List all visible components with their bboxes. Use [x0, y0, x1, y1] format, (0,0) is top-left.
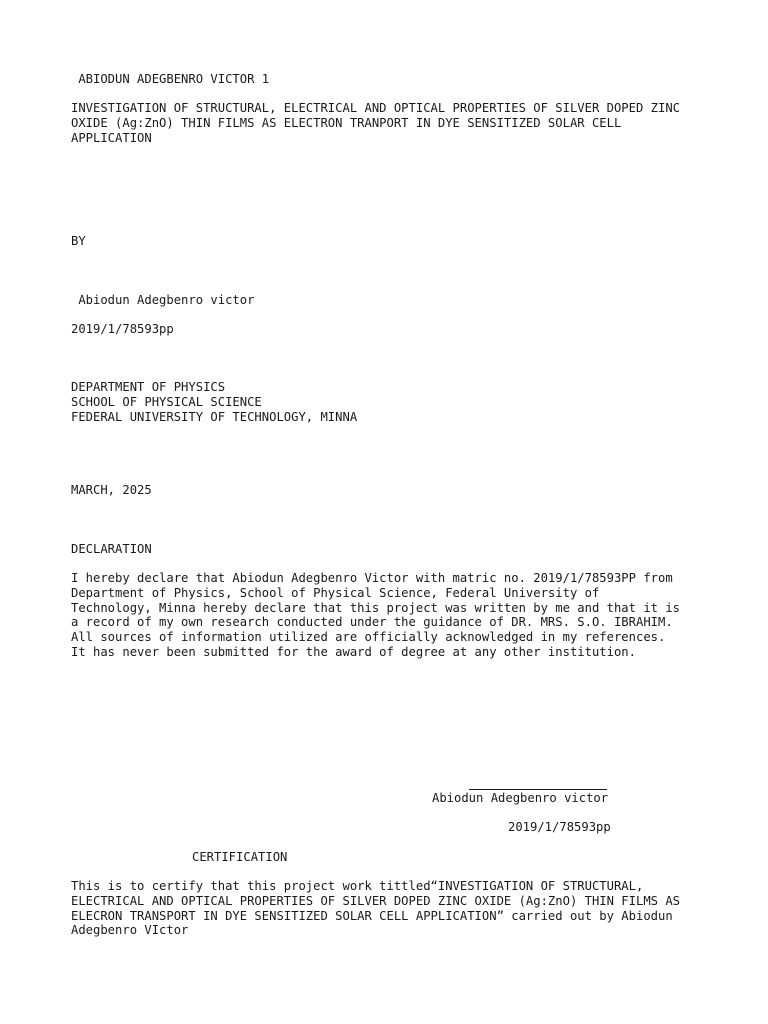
- affiliation-line: SCHOOL OF PHYSICAL SCIENCE: [71, 395, 262, 409]
- declaration-heading: DECLARATION: [71, 542, 152, 556]
- declaration-line: Department of Physics, School of Physical Science, Federal University of: [71, 586, 600, 600]
- declaration-line: All sources of information utilized are officially acknowledged in my references.: [71, 630, 666, 644]
- certification-line: Adegbenro VIctor: [71, 923, 189, 937]
- title-line: APPLICATION: [71, 131, 152, 145]
- title-line: INVESTIGATION OF STRUCTURAL, ELECTRICAL AND OPTICAL PROPERTIES OF SILVER DOPED ZINC: [71, 101, 681, 115]
- declaration-line: It has never been submitted for the award of degree at any other institution.: [71, 645, 636, 659]
- certification-heading: CERTIFICATION: [192, 850, 288, 864]
- header-author-page: ABIODUN ADEGBENRO VICTOR 1: [71, 72, 270, 86]
- author-matric: 2019/1/78593pp: [71, 322, 174, 336]
- certification-line: ELECRON TRANSPORT IN DYE SENSITIZED SOLAR CELL APPLICATION” carried out by Abiodun: [71, 909, 673, 923]
- declaration-line: I hereby declare that Abiodun Adegbenro Victor with matric no. 2019/1/78593PP from: [71, 571, 673, 585]
- title-line: OXIDE (Ag:ZnO) THIN FILMS AS ELECTRON TRANPORT IN DYE SENSITIZED SOLAR CELL: [71, 116, 622, 130]
- declaration-line: Technology, Minna hereby declare that this project was written by me and that it is: [71, 601, 681, 615]
- signature-line: [469, 775, 607, 790]
- affiliation-line: DEPARTMENT OF PHYSICS: [71, 380, 226, 394]
- affiliation-line: FEDERAL UNIVERSITY OF TECHNOLOGY, MINNA: [71, 410, 358, 424]
- signature-matric: 2019/1/78593pp: [508, 820, 611, 834]
- submission-date: MARCH, 2025: [71, 483, 152, 497]
- author-name: Abiodun Adegbenro victor: [71, 293, 255, 307]
- by-label: BY: [71, 234, 86, 248]
- certification-line: ELECTRICAL AND OPTICAL PROPERTIES OF SILVER DOPED ZINC OXIDE (Ag:ZnO) THIN FILMS AS: [71, 894, 681, 908]
- signature-name: Abiodun Adegbenro victor: [432, 791, 609, 805]
- declaration-line: a record of my own research conducted under the guidance of DR. MRS. S.O. IBRAHIM.: [71, 615, 673, 629]
- certification-line: This is to certify that this project work tittled“INVESTIGATION OF STRUCTURAL,: [71, 879, 644, 893]
